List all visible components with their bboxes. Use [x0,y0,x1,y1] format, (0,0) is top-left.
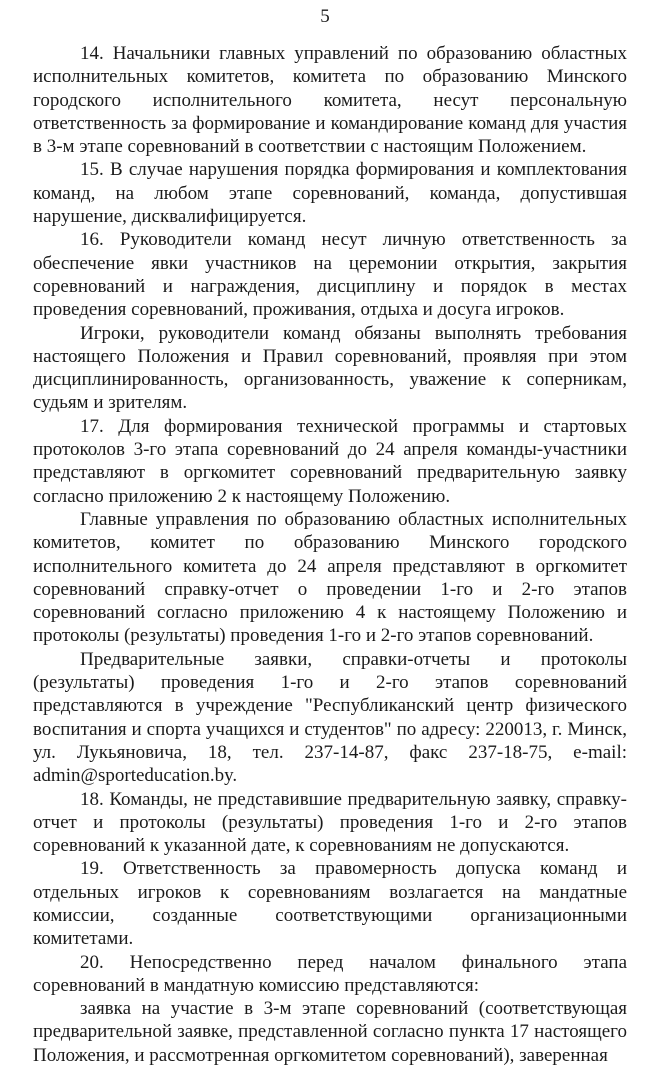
paragraph-17-address: Предварительные заявки, справки-отчеты и протоколы (результаты) проведения 1-го и 2-го этапов соревнований представляются в учреждение "Республиканский центр физического воспитания и спорта учащихся и студентов" по адресу: 220013, г. Минск, ул. Лукьяновича, 18, тел. 237-14-87, факс 237-18-75, e-mail: admin@sporteducation.by. [33,648,627,787]
document-body [33,42,627,1067]
paragraph-17-reports: Главные управления по образованию областных исполнительных комитетов, комитет по образованию Минского городского исполнительного комитета до 24 апреля представляют в оргкомитет соревнований справку-отчет о проведении 1-го и 2-го этапов соревнований согласно приложению 4 к настоящему Положению и протоколы (результаты) проведения 1-го и 2-го этапов соревнований. [33,508,627,647]
paragraph-20-application: заявка на участие в 3-м этапе соревнований (соответствующая предварительной заявке, представленной согласно пункта 17 настоящего Положения, и рассмотренная оргкомитетом соревнований), заверенная [33,998,627,1066]
page-number: 5 [320,6,330,27]
paragraph-15: 15. В случае нарушения порядка формирования и комплектования команд, на любом этапе соревнований, команда, допустившая нарушение, дисквалифицируется. [33,159,627,228]
paragraph-16-players: Игроки, руководители команд обязаны выполнять требования настоящего Положения и Правил соревнований, проявляя при этом дисциплинированность, организованность, уважение к соперникам, судьям и зрителям. [33,322,627,414]
paragraph-16: 16. Руководители команд несут личную ответственность за обеспечение явки участников на церемонии открытия, закрытия соревнований и награждения, дисциплину и порядок в местах проведения соревнований, проживания, отдыха и досуга игроков. [33,229,627,321]
paragraph-17: 17. Для формирования технической программы и стартовых протоколов 3-го этапа соревнований до 24 апреля команды-участники представляют в оргкомитет соревнований предварительную заявку согласно приложению 2 к настоящему Положению. [33,415,627,507]
paragraph-19: 19. Ответственность за правомерность допуска команд и отдельных игроков к соревнованиям возлагается на мандатные комиссии, созданные соответствующими организационными комитетами. [33,858,627,950]
paragraph-18: 18. Команды, не представившие предварительную заявку, справку-отчет и протоколы (результаты) проведения 1-го и 2-го этапов соревнований к указанной дате, к соревнованиям не допускаются. [33,788,627,857]
paragraph-14: 14. Начальники главных управлений по образованию областных исполнительных комитетов, комитета по образованию Минского городского исполнительного комитета, несут персональную ответственность за формирование и командирование команд для участия в 3-м этапе соревнований в соответствии с настоящим Положением. [33,43,627,158]
paragraph-20: 20. Непосредственно перед началом финального этапа соревнований в мандатную комиссию представляются: [33,951,627,996]
